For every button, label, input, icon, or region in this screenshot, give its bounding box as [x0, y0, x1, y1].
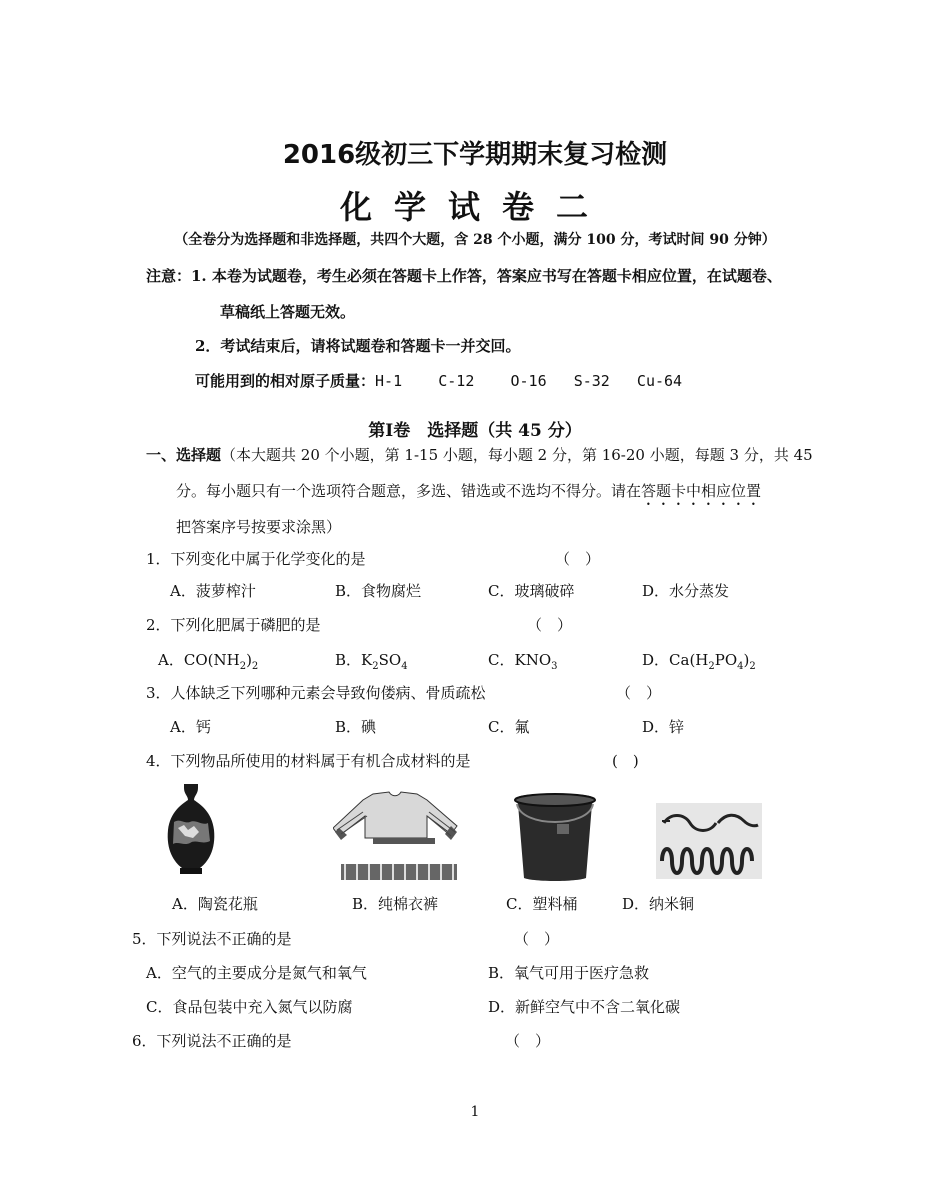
section-desc-2a: 分。每小题只有一个选项符合题意，多选、错选或不选均不得分。请在 — [176, 482, 642, 500]
q2-option-d-label: D． — [642, 651, 670, 669]
q5-option-b: B．氧气可用于医疗急救 — [488, 964, 650, 982]
exam-title: 2016级初三下学期期末复习检测 — [282, 140, 668, 170]
q6-stem: 6．下列说法不正确的是 — [132, 1032, 292, 1050]
atomic-mass-line — [195, 370, 682, 391]
q1-option-d: D．水分蒸发 — [642, 582, 730, 600]
q2-option-c: C．$KNO_3$ — [488, 651, 558, 672]
note-line-2: 草稿纸上答题无效。 — [220, 303, 356, 321]
q3-stem: 3．人体缺乏下列哪种元素会导致佝偻病、骨质疏松 — [146, 684, 486, 702]
q3-option-d: D．锌 — [642, 718, 685, 736]
q5-option-c: C．食品包装中充入氮气以防腐 — [146, 998, 353, 1016]
q2-option-b: B．$K_2SO_4$ — [335, 651, 408, 672]
q5-stem: 5．下列说法不正确的是 — [132, 930, 292, 948]
exam-subtitle: 化学试卷二 — [339, 188, 610, 226]
q4-option-b: B．纯棉衣裤 — [352, 895, 439, 913]
q6-answer-paren: （ ） — [505, 1032, 551, 1050]
q2-answer-paren: （ ） — [527, 616, 573, 634]
q1-stem: 1．下列变化中属于化学变化的是 — [146, 550, 366, 568]
q4-answer-paren: ( ) — [612, 752, 639, 770]
q4-option-d: D．纳米铜 — [622, 895, 695, 913]
note-line-1: 注意：1. 本卷为试题卷，考生必须在答题卡上作答，答案应书写在答题卡相应位置，在试题卷、 — [146, 267, 782, 285]
q2-option-a: A．$CO(NH_2)_2$ — [158, 651, 259, 672]
q5-option-a: A．空气的主要成分是氮气和氧气 — [146, 964, 367, 982]
q3-option-a: A．钙 — [170, 718, 211, 736]
q3-option-b: B．碘 — [335, 718, 377, 736]
atomic-mass-label: 可能用到的相对原子质量： — [195, 372, 376, 390]
q2-option-c-label: C． — [488, 651, 515, 669]
q1-answer-paren: （ ） — [555, 550, 601, 568]
section-desc-line-2 — [176, 480, 761, 509]
section-heading: 一、选择题 — [146, 446, 222, 464]
page-number: 1 — [470, 1104, 480, 1120]
plastic-bucket-image — [509, 790, 601, 882]
section-title: 第Ⅰ卷 选择题（共 45 分） — [368, 421, 582, 441]
note-line-3: 2．考试结束后，请将试题卷和答题卡一并交回。 — [195, 337, 521, 355]
cotton-clothes-image — [333, 790, 463, 885]
q2-option-b-label: B． — [335, 651, 362, 669]
nano-copper-image — [656, 803, 762, 879]
q4-option-a: A．陶瓷花瓶 — [172, 895, 258, 913]
q5-option-d: D．新鲜空气中不含二氧化碳 — [488, 998, 681, 1016]
q4-option-c: C．塑料桶 — [506, 895, 578, 913]
q1-option-c: C．玻璃破碎 — [488, 582, 575, 600]
q2-option-d: D．$Ca(H_2PO_4)_2$ — [642, 651, 756, 672]
section-desc-2b: 答题卡中相应位置 — [641, 482, 762, 500]
section-desc-1: （本大题共 20 个小题，第 1-15 小题，每小题 2 分，第 16-20 小题，每题 3 分，共 45 — [221, 446, 813, 464]
q1-option-b: B．食物腐烂 — [335, 582, 422, 600]
q3-answer-paren: （ ） — [616, 684, 662, 702]
q2-stem: 2．下列化肥属于磷肥的是 — [146, 616, 321, 634]
atomic-mass-values: H-1 C-12 O-16 S-32 Cu-64 — [375, 372, 683, 390]
q4-stem: 4．下列物品所使用的材料属于有机合成材料的是 — [146, 752, 471, 770]
q2-option-a-label: A． — [158, 651, 184, 669]
q3-option-c: C．氟 — [488, 718, 530, 736]
section-desc-line-1 — [146, 444, 813, 465]
section-desc-line-3: 把答案序号按要求涂黑） — [176, 518, 342, 536]
q5-answer-paren: （ ） — [514, 930, 560, 948]
ceramic-vase-image — [160, 782, 222, 877]
q1-option-a: A．菠萝榨汁 — [170, 582, 256, 600]
exam-info: （全卷分为选择题和非选择题，共四个大题，含 28 个小题，满分 100 分，考试时间 90 分钟） — [174, 232, 776, 248]
